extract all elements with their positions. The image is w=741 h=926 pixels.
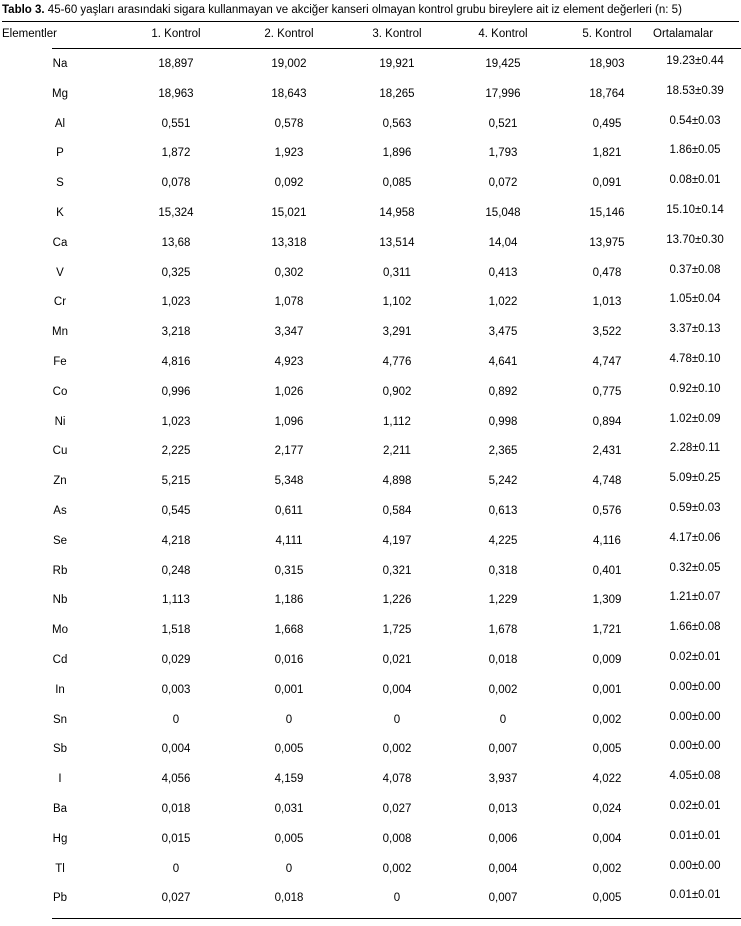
mean-cell: 0.32±0.05 [669,561,721,574]
caption-text: 45-60 yaşları arasındaki sigara kullanmayan ve akciğer kanseri olmayan kontrol grubu bireylere ait iz element değerleri (n: 5) [44,4,682,16]
table-row [0,621,741,640]
value-cell: 1,896 [382,147,412,160]
table-row [0,174,741,193]
value-cell: 4,197 [382,534,412,547]
mean-cell: 2.28±0.11 [669,442,721,455]
value-cell: 0,085 [382,177,412,190]
value-cell: 0,078 [161,177,191,190]
element-name-cell: Ba [52,803,68,815]
value-cell: 0,004 [488,862,518,875]
value-cell: 0,551 [161,117,191,130]
value-cell: 0,002 [592,862,622,875]
table-row [0,323,741,342]
value-cell: 1,113 [162,594,190,607]
element-name-cell: Cd [52,654,68,666]
value-cell: 14,04 [488,236,518,249]
value-cell: 4,641 [488,356,518,368]
value-cell: 13,68 [161,236,191,249]
mean-cell: 0.01±0.01 [669,829,721,842]
value-cell: 0,563 [382,117,412,130]
value-cell: 13,975 [589,236,625,249]
value-cell: 1,309 [592,594,622,607]
value-cell: 0 [499,713,507,726]
element-name-cell: S [56,177,64,190]
mean-cell: 1.05±0.04 [669,293,721,306]
mean-cell: 5.09±0.25 [669,472,721,485]
value-cell: 4,816 [161,356,191,368]
value-cell: 1,923 [274,147,304,160]
mean-cell: 3.37±0.13 [669,323,721,336]
value-cell: 0,021 [382,654,412,666]
value-cell: 4,022 [592,773,622,786]
value-cell: 0 [393,892,401,905]
value-cell: 0,091 [592,177,622,190]
value-cell: 0,318 [488,564,518,577]
element-name-cell: Tl [55,862,65,875]
mean-cell: 0.00±0.00 [669,740,721,753]
value-cell: 3,475 [488,326,518,339]
table-row [0,353,741,372]
value-cell: 0,521 [488,117,518,130]
value-cell: 5,242 [488,475,518,488]
element-name-cell: P [56,147,64,160]
value-cell: 0 [285,862,293,875]
value-cell: 0,003 [161,683,191,696]
table-row [0,770,741,789]
mean-cell: 0.02±0.01 [669,651,721,663]
value-cell: 2,211 [383,445,411,458]
value-cell: 18,963 [158,87,194,100]
value-cell: 5,348 [274,475,304,488]
table-row [0,800,741,819]
value-cell: 15,324 [158,207,194,219]
element-name-cell: Se [52,534,68,547]
value-cell: 0,002 [382,862,412,875]
value-cell: 0,545 [161,505,191,517]
value-cell: 1,872 [161,147,191,160]
table-row [0,55,741,74]
value-cell: 0,015 [161,832,191,845]
value-cell: 13,514 [379,236,415,249]
value-cell: 0,613 [488,505,518,517]
value-cell: 1,023 [161,296,191,309]
element-name-cell: As [53,505,67,517]
caption-label: Tablo 3. [2,4,45,16]
value-cell: 0,005 [274,743,304,756]
value-cell: 1,793 [488,147,518,160]
value-cell: 0,311 [383,266,411,279]
column-header: 5. Kontrol [582,28,632,40]
value-cell: 0,072 [488,177,518,190]
column-header: 1. Kontrol [151,28,201,40]
value-cell: 2,177 [274,445,304,458]
value-cell: 0,578 [274,117,304,130]
value-cell: 0,005 [592,892,622,905]
value-cell: 3,347 [274,326,304,339]
value-cell: 1,226 [382,594,412,607]
value-cell: 4,159 [274,773,304,786]
table-row [0,561,741,581]
element-name-cell: Ca [52,236,68,249]
value-cell: 0,009 [592,654,622,666]
value-cell: 4,898 [382,475,412,488]
table-row [0,144,741,163]
value-cell: 4,116 [593,534,621,547]
value-cell: 0,004 [592,832,622,845]
value-cell: 3,218 [161,326,191,339]
table-row [0,442,741,461]
value-cell: 0,611 [275,505,303,517]
value-cell: 1,518 [161,624,191,637]
table-row [0,263,741,283]
value-cell: 3,522 [592,326,622,339]
value-cell: 4,225 [488,534,518,547]
mean-cell: 0.92±0.10 [669,382,721,395]
mean-cell: 1.21±0.07 [669,591,721,604]
value-cell: 0,001 [592,683,622,696]
table-row [0,84,741,104]
value-cell: 18,764 [589,87,625,100]
value-cell: 3,291 [382,326,412,339]
mean-cell: 0.02±0.01 [669,800,721,812]
value-cell: 1,186 [274,594,304,607]
value-cell: 15,021 [271,207,307,219]
value-cell: 0,018 [274,892,304,905]
value-cell: 0,478 [592,266,622,279]
value-cell: 0,004 [161,743,191,756]
value-cell: 0,031 [274,803,304,815]
element-name-cell: I [58,773,62,786]
mean-cell: 0.59±0.03 [669,502,721,514]
value-cell: 4,218 [161,534,191,547]
value-cell: 19,921 [379,58,415,70]
element-name-cell: K [56,207,64,219]
value-cell: 1,096 [274,415,304,428]
value-cell: 0,008 [382,832,412,845]
table-row [0,204,741,223]
value-cell: 0,302 [274,266,304,279]
value-cell: 2,365 [488,445,518,458]
value-cell: 18,903 [589,58,625,70]
table-row [0,293,741,312]
value-cell: 0,005 [592,743,622,756]
value-cell: 0,024 [592,803,622,815]
value-cell: 1,078 [274,296,304,309]
mean-cell: 4.17±0.06 [669,531,721,544]
top-rule [2,21,739,22]
value-cell: 4,078 [382,773,412,786]
value-cell: 1,721 [592,624,622,637]
element-name-cell: Pb [52,892,68,905]
value-cell: 17,996 [485,87,521,100]
element-name-cell: Sb [52,743,68,756]
table-row [0,502,741,521]
mean-cell: 0.00±0.00 [669,710,721,723]
value-cell: 0 [285,713,293,726]
value-cell: 0,016 [274,654,304,666]
value-cell: 19,425 [485,58,521,70]
table-row [0,829,741,849]
value-cell: 0,002 [382,743,412,756]
value-cell: 1,102 [382,296,412,309]
value-cell: 14,958 [379,207,415,219]
value-cell: 0,018 [161,803,191,815]
value-cell: 0,413 [488,266,518,279]
value-cell: 0,027 [161,892,191,905]
value-cell: 18,897 [158,58,194,70]
value-cell: 1,013 [592,296,622,309]
value-cell: 0,027 [382,803,412,815]
value-cell: 1,668 [274,624,304,637]
value-cell: 4,776 [382,356,412,368]
value-cell: 0,004 [382,683,412,696]
mean-cell: 19.23±0.44 [666,55,724,67]
table-row [0,233,741,253]
value-cell: 1,022 [488,296,518,309]
value-cell: 4,111 [275,534,303,547]
value-cell: 0,013 [488,803,518,815]
element-name-cell: Rb [52,564,68,577]
column-header: Elementler [2,28,57,40]
mean-cell: 0.00±0.00 [669,859,721,872]
element-name-cell: In [55,683,65,696]
value-cell: 0,001 [274,683,304,696]
table-row [0,651,741,670]
value-cell: 15,146 [589,207,625,219]
value-cell: 4,056 [161,773,191,786]
column-header: 4. Kontrol [478,28,528,40]
table-row [0,889,741,908]
value-cell: 0,002 [488,683,518,696]
table-caption [2,4,682,16]
element-name-cell: V [56,266,64,279]
value-cell: 15,048 [485,207,521,219]
mean-cell: 0.08±0.01 [669,174,721,187]
value-cell: 0 [172,862,180,875]
mean-cell: 4.05±0.08 [669,770,721,783]
mean-cell: 1.02±0.09 [669,412,721,425]
table-row [0,472,741,491]
element-name-cell: Cr [53,296,67,309]
mean-cell: 0.54±0.03 [669,114,721,127]
bottom-rule [52,918,741,919]
value-cell: 3,937 [488,773,518,786]
value-cell: 13,318 [271,236,307,249]
element-name-cell: Sn [52,713,68,726]
value-cell: 5,215 [161,475,191,488]
value-cell: 0,092 [274,177,304,190]
value-cell: 0,584 [382,505,412,517]
element-name-cell: Mo [52,624,68,637]
value-cell: 0,775 [592,385,622,398]
value-cell: 0,002 [592,713,622,726]
table-row [0,859,741,879]
value-cell: 0,018 [488,654,518,666]
value-cell: 0,996 [161,385,191,398]
value-cell: 0,576 [592,505,622,517]
value-cell: 0,029 [161,654,191,666]
column-header: 3. Kontrol [372,28,422,40]
table-row [0,591,741,610]
value-cell: 1,023 [161,415,191,428]
table-header-row [0,28,741,44]
column-header: 2. Kontrol [264,28,314,40]
value-cell: 0,495 [592,117,622,130]
mean-cell: 15.10±0.14 [666,204,724,216]
value-cell: 1,821 [592,147,622,160]
value-cell: 0,325 [161,266,191,279]
element-name-cell: Nb [52,594,68,607]
column-header: Ortalamalar [653,28,714,40]
element-name-cell: Fe [53,356,67,368]
value-cell: 4,747 [592,356,622,368]
value-cell: 1,112 [383,415,411,428]
table-row [0,710,741,730]
value-cell: 0,315 [274,564,304,577]
element-name-cell: Mg [52,87,68,100]
table-row [0,531,741,551]
mean-cell: 1.86±0.05 [669,144,721,157]
value-cell: 19,002 [271,58,307,70]
value-cell: 0,401 [592,564,622,577]
value-cell: 1,725 [382,624,412,637]
value-cell: 4,748 [592,475,622,488]
table-row [0,680,741,700]
mean-cell: 0.00±0.00 [669,680,721,693]
element-name-cell: Al [54,117,66,130]
table-row [0,740,741,759]
value-cell: 0,998 [488,415,518,428]
value-cell: 18,265 [379,87,415,100]
value-cell: 4,923 [274,356,304,368]
value-cell: 0,007 [488,743,518,756]
table-row [0,382,741,402]
mean-cell: 0.01±0.01 [669,889,721,902]
value-cell: 0 [393,713,401,726]
value-cell: 0,321 [382,564,412,577]
element-name-cell: Co [52,385,68,398]
mean-cell: 4.78±0.10 [669,353,721,365]
value-cell: 2,225 [161,445,191,458]
mean-cell: 0.37±0.08 [669,263,721,276]
value-cell: 1,229 [488,594,518,607]
table-row [0,412,741,432]
value-cell: 0,005 [274,832,304,845]
mean-cell: 1.66±0.08 [669,621,721,634]
element-name-cell: Na [52,58,68,70]
value-cell: 0,006 [488,832,518,845]
value-cell: 1,026 [274,385,304,398]
mean-cell: 18.53±0.39 [666,84,724,97]
value-cell: 1,678 [488,624,518,637]
element-name-cell: Cu [52,445,68,458]
element-name-cell: Mn [52,326,68,339]
value-cell: 2,431 [592,445,622,458]
value-cell: 0,902 [382,385,412,398]
value-cell: 18,643 [271,87,307,100]
element-name-cell: Hg [52,832,68,845]
table-row [0,114,741,134]
element-name-cell: Ni [54,415,66,428]
header-rule [52,48,741,49]
value-cell: 0,894 [592,415,622,428]
value-cell: 0,007 [488,892,518,905]
value-cell: 0,892 [488,385,518,398]
value-cell: 0,248 [161,564,191,577]
element-name-cell: Zn [53,475,67,488]
mean-cell: 13.70±0.30 [666,233,724,246]
value-cell: 0 [172,713,180,726]
